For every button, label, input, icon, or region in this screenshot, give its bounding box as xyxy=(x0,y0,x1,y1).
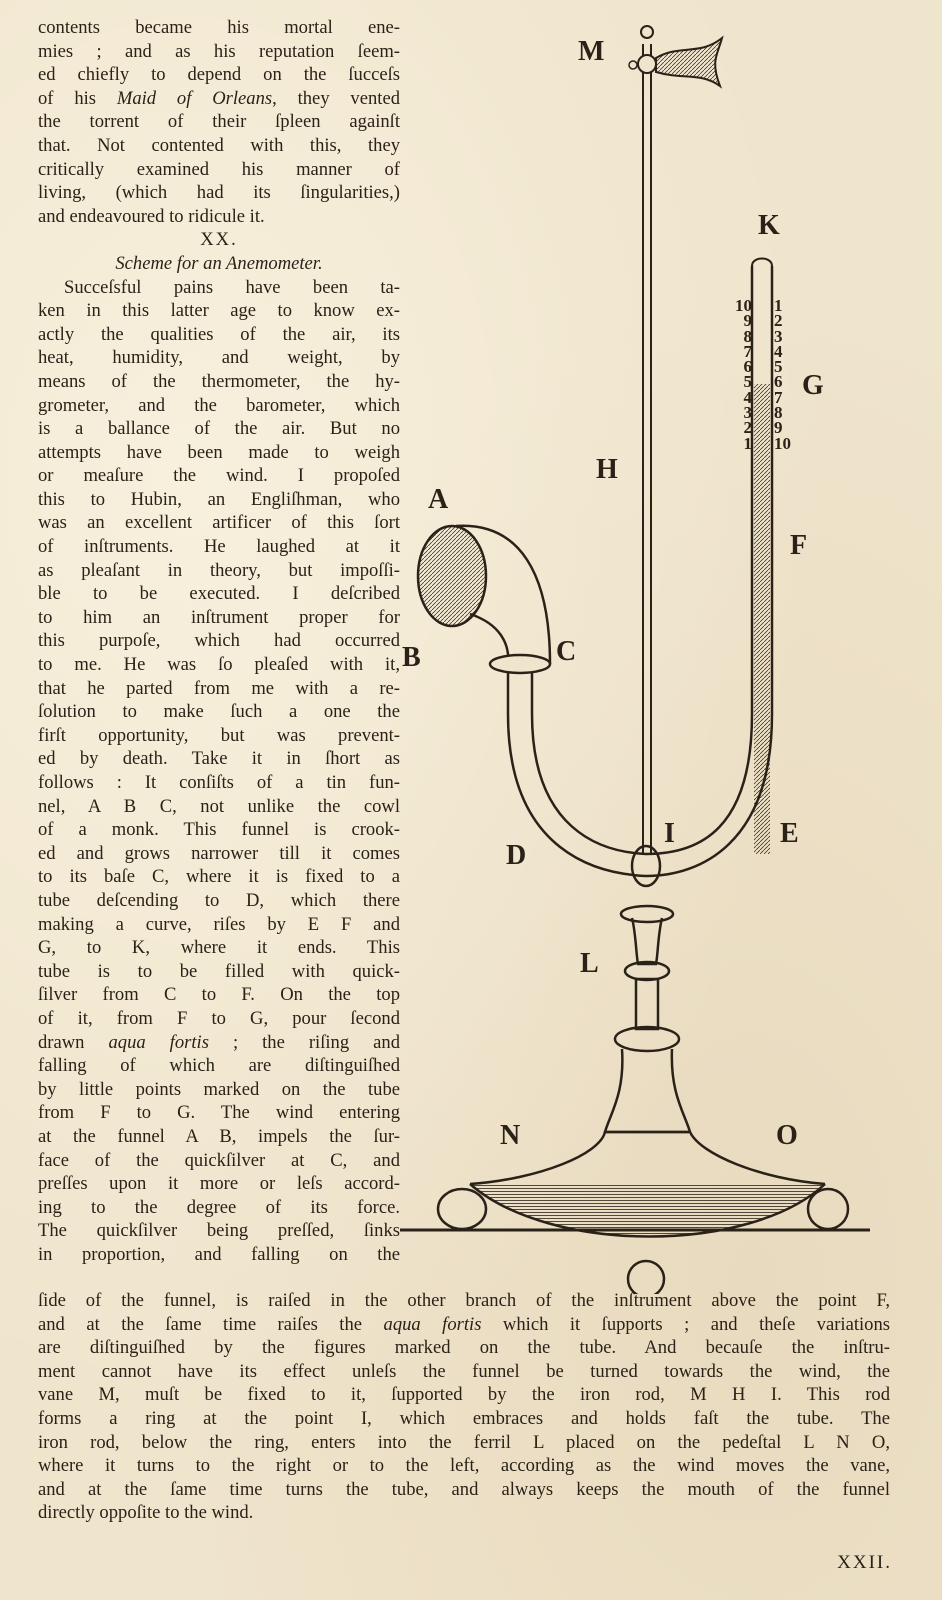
text-line: directly oppoſite to the wind. xyxy=(38,1502,254,1524)
label-L: L xyxy=(580,948,599,979)
text-line: grometer, and the barometer, which xyxy=(38,394,400,416)
scale-mark: 6 xyxy=(743,357,752,377)
text-line: was an excellent artificer of this ſort xyxy=(38,512,400,534)
text-line: that. Not contented with this, they xyxy=(38,134,400,156)
label-H: H xyxy=(596,454,618,485)
text-line: at the funnel A B, impels the ſur- xyxy=(38,1125,400,1147)
scale-mark: 10 xyxy=(735,296,752,315)
text-line: ed chiefly to depend on the ſucceſs xyxy=(38,64,400,86)
text-line: to me. He was ſo pleaſed with it, xyxy=(38,654,400,676)
scale-mark: 10 xyxy=(774,433,791,453)
text-line: by little points marked on the tube xyxy=(38,1078,400,1100)
pedestal xyxy=(400,846,870,1294)
text-line: iron rod, below the ring, enters into the ferril L placed on the pedeſtal L N O, xyxy=(38,1431,890,1453)
text-line: actly the qualities of the air, its xyxy=(38,323,400,345)
anemometer-illustration xyxy=(400,14,930,1294)
text-line: are diſtinguiſhed by the figures marked on the tube. And becauſe the inſtru- xyxy=(38,1337,890,1359)
text-line: this purpoſe, which had occurred xyxy=(38,630,400,652)
scale-mark: 6 xyxy=(774,372,783,392)
scale-mark: 8 xyxy=(743,326,752,346)
text-line: ed by death. Take it in ſhort as xyxy=(38,748,400,770)
text-line: of it, from F to G, pour ſecond xyxy=(38,1007,400,1029)
text-line: or meaſure the wind. I propoſed xyxy=(38,465,400,487)
text-line: living, (which had its ſingularities,) xyxy=(38,182,400,204)
anemometer-paragraph xyxy=(38,276,400,1267)
text-line: nel, A B C, not unlike the cowl xyxy=(38,795,400,817)
funnel xyxy=(418,526,550,673)
scale-left xyxy=(724,298,752,451)
text-line: ing to the degree of its force. xyxy=(38,1196,400,1218)
text-line: to its baſe C, where it is fixed to a xyxy=(38,866,400,888)
section-number: XX. xyxy=(200,229,238,251)
text-line: vane M, muſt be fixed to it, ſupported by the iron rod, M H I. This rod xyxy=(38,1384,890,1406)
text-line: and at the ſame time turns the tube, and always keeps the mouth of the funnel xyxy=(38,1478,890,1500)
text-line: G, to K, where it ends. This xyxy=(38,937,400,959)
text-line: ken in this latter age to know ex- xyxy=(38,300,400,322)
text-line: mies ; and as his reputation ſeem- xyxy=(38,40,400,62)
label-M: M xyxy=(578,36,605,67)
text-line: ed and grows narrower till it comes xyxy=(38,842,400,864)
scale-mark: 1 xyxy=(774,296,783,315)
left-text-column xyxy=(38,16,400,1266)
section-title: Scheme for an Anemometer. xyxy=(115,252,323,274)
text-line: tube deſcending to D, which there xyxy=(38,889,400,911)
text-line: drawn aqua fortis ; the riſing and xyxy=(38,1031,400,1053)
text-line: firſt opportunity, but was prevent- xyxy=(38,724,400,746)
label-B: B xyxy=(402,642,421,673)
anemometer-drawing xyxy=(400,14,930,1294)
text-line: as pleaſant in theory, but impoſſi- xyxy=(38,559,400,581)
text-line: tube is to be filled with quick- xyxy=(38,960,400,982)
text-line: face of the quickſilver at C, and xyxy=(38,1149,400,1171)
label-A: A xyxy=(428,484,449,515)
label-C: C xyxy=(556,636,577,667)
label-D: D xyxy=(506,840,527,871)
text-line: of his Maid of Orleans, they vented xyxy=(38,87,400,109)
scale-mark: 5 xyxy=(743,372,752,392)
scale-mark: 9 xyxy=(743,311,752,331)
scale-mark: 7 xyxy=(743,341,752,361)
preceding-paragraph xyxy=(38,16,400,228)
text-line: ble to be executed. I deſcribed xyxy=(38,583,400,605)
label-N: N xyxy=(500,1120,521,1151)
text-line: The quickſilver being preſſed, ſinks xyxy=(38,1220,400,1242)
text-line: ſide of the funnel, is raiſed in the other branch of the inſtrument above the point F, xyxy=(38,1290,890,1311)
text-line: falling of which are diſtinguiſhed xyxy=(38,1055,400,1077)
scale-mark: 3 xyxy=(743,403,752,423)
text-line: the torrent of their ſpleen againſt xyxy=(38,111,400,133)
text-line: Succeſsful pains have been ta- xyxy=(64,276,400,298)
text-line: heat, humidity, and weight, by xyxy=(38,347,400,369)
text-line: preſſes upon it more or leſs accord- xyxy=(38,1173,400,1195)
text-line: critically examined his manner of xyxy=(38,158,400,180)
continued-paragraph xyxy=(38,1289,890,1525)
text-line: that he parted from me with a re- xyxy=(38,677,400,699)
scale-mark: 8 xyxy=(774,403,783,423)
text-line: means of the thermometer, the hy- xyxy=(38,370,400,392)
scale-mark: 1 xyxy=(743,433,752,453)
label-K: K xyxy=(758,210,780,241)
text-line: in proportion, and falling on the xyxy=(38,1243,400,1265)
text-line: this to Hubin, an Engliſhman, who xyxy=(38,488,400,510)
text-line: from F to G. The wind entering xyxy=(38,1102,400,1124)
text-line: attempts have been made to weigh xyxy=(38,441,400,463)
text-line: and at the ſame time raiſes the aqua fortis which it ſupports ; and theſe variations xyxy=(38,1313,890,1335)
scale-mark: 4 xyxy=(774,341,783,361)
text-line: is a ballance of the air. But no xyxy=(38,418,400,440)
text-line: ſilver from C to F. On the top xyxy=(38,984,400,1006)
text-line: forms a ring at the point I, which embraces and holds faſt the tube. The xyxy=(38,1407,890,1429)
text-line: ment cannot have its effect unleſs the funnel be turned towards the wind, the xyxy=(38,1360,890,1382)
text-line: and endeavoured to ridicule it. xyxy=(38,205,265,227)
text-line: follows : It conſiſts of a tin fun- xyxy=(38,772,400,793)
scale-mark: 7 xyxy=(774,387,783,407)
text-line: ſolution to make ſuch a one the xyxy=(38,701,400,723)
text-line: contents became his mortal ene- xyxy=(38,17,400,38)
scale-mark: 5 xyxy=(774,357,783,377)
text-line: to him an inſtrument proper for xyxy=(38,606,400,628)
text-line: of a monk. This funnel is crook- xyxy=(38,819,400,841)
catchword: XXII. xyxy=(837,1552,892,1573)
scale-mark: 9 xyxy=(774,418,783,438)
label-G: G xyxy=(802,370,824,401)
scale-mark: 2 xyxy=(743,418,752,438)
text-line: of inſtruments. He laughed at it xyxy=(38,536,400,558)
text-line: where it turns to the right or to the left, according as the wind moves the vane, xyxy=(38,1455,890,1477)
text-line: making a curve, riſes by E F and xyxy=(38,913,400,935)
label-I: I xyxy=(664,818,675,849)
vane-rod xyxy=(629,26,722,854)
label-O: O xyxy=(776,1120,798,1151)
scale-mark: 4 xyxy=(743,387,752,407)
scale-mark: 2 xyxy=(774,311,783,331)
label-E: E xyxy=(780,818,799,849)
label-F: F xyxy=(790,530,808,561)
scale-mark: 3 xyxy=(774,326,783,346)
scale-right xyxy=(774,298,804,451)
